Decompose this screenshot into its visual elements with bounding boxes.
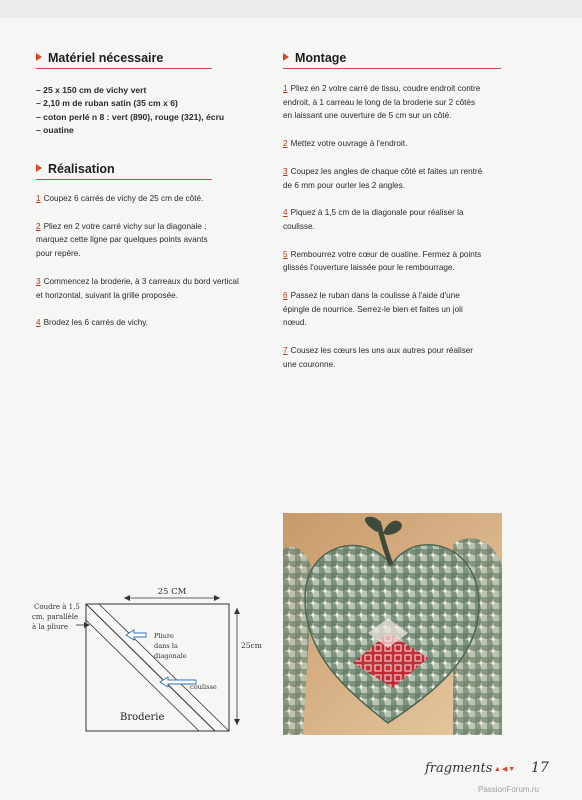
step-text: Commencez la broderie, à 3 carreaux du bord vertical [43,276,239,286]
footer-arrows-icon: ▲◀▼ [494,766,517,773]
top-band [0,0,582,18]
realisation-step [36,275,276,302]
step-text: une couronne. [283,359,336,369]
step-number: 4 [283,208,288,218]
step-text: Piquez à 1,5 cm de la diagonale pour réaliser la [290,208,464,218]
step-text: en laissant une ouverture de 5 cm sur un côté. [283,111,452,121]
fold-label-line: dans la [154,642,178,650]
magazine-name: fragments [425,761,493,776]
hearts-photo-image [283,513,502,735]
fold-label-line: Pliure [154,632,174,640]
note-line: cm, parallèle [32,613,79,621]
step-text: Coupez les angles de chaque côté et faites un rentré [290,166,483,176]
step-text: Rembourrez votre cœur de ouatine. Fermez à points [290,249,482,259]
realisation-step [36,192,276,206]
step-number: 6 [283,291,288,301]
materiel-item: – ouatine [36,124,74,135]
note-line: à la pliure [32,623,68,631]
bullet-arrow-icon [36,164,42,172]
step-number: 2 [36,221,41,231]
step-number: 2 [283,139,288,149]
materiel-title: Matériel nécessaire [48,51,164,65]
step-text: endroit, à 1 carreau le long de la broderie sur 2 côtés [283,97,476,107]
montage-step [283,137,533,151]
bullet-arrow-icon [283,53,289,61]
montage-heading [283,51,501,69]
realisation-title: Réalisation [48,162,115,176]
montage-step [283,206,533,233]
materiel-item: – coton perlé n 8 : vert (890), rouge (321), écru [36,111,225,122]
broderie-label: Broderie [120,712,165,723]
step-text: Cousez les cœurs les uns aux autres pour réaliser [290,346,474,356]
fold-pointer-arrow-icon [126,630,146,640]
step-number: 4 [36,318,41,328]
height-label: 25cm [241,641,262,650]
step-text: et horizontal, suivant la grille proposée. [36,290,178,300]
step-text: glissés l'ouverture laissée pour le rembourrage. [283,263,455,273]
watermark: PassionForum.ru [478,785,539,794]
step-text: épingle de nourrice. Serrez-le bien et faites un joli [283,304,463,314]
realisation-step [36,316,276,330]
materiel-list [36,84,224,137]
step-text: marquez cette ligne par quelques points avants [36,235,208,245]
step-text: de 6 mm pour ourler les 2 angles. [283,180,405,190]
montage-step [283,248,533,275]
step-text: pour repère. [36,249,81,259]
materiel-item: – 25 x 150 cm de vichy vert [36,85,147,95]
montage-step [283,344,533,371]
realisation-heading [36,162,212,180]
materiel-item: – 2,10 m de ruban satin (35 cm x 6) [36,98,178,109]
step-text: Coupez 6 carrés de vichy de 25 cm de côté. [43,194,204,203]
montage-steps [283,82,533,386]
step-text: nœud. [283,318,307,328]
step-number: 1 [36,194,41,203]
step-number: 3 [36,276,41,286]
bullet-arrow-icon [36,53,42,61]
step-number: 5 [283,249,288,259]
step-number: 7 [283,346,288,356]
page-number: 17 [531,760,549,776]
width-label: 25 CM [157,587,187,597]
montage-step [283,82,533,123]
step-text: Pliez en 2 votre carré vichy sur la diagonale : [43,221,207,231]
step-text: Mettez votre ouvrage à l'endroit. [290,139,408,149]
montage-step [283,289,533,330]
step-text: Passez le ruban dans la coulisse à l'aide d'une [290,291,460,301]
coulisse-label: coulisse [190,683,217,691]
montage-step [283,165,533,192]
montage-title: Montage [295,51,347,65]
step-text: Pliez en 2 votre carré de tissu, coudre endroit contre [290,84,481,93]
fold-label-line: diagonale [154,652,187,660]
realisation-step [36,220,276,261]
note-line: Coudre à 1,5 [34,603,80,611]
realisation-steps [36,192,276,344]
materiel-heading [36,51,212,69]
sewing-diagram [30,575,270,745]
step-text: coulisse. [283,221,315,231]
hearts-photo [283,513,502,735]
step-text: Brodez les 6 carrés de vichy. [43,318,149,328]
step-number: 3 [283,166,288,176]
step-number: 1 [283,84,288,93]
